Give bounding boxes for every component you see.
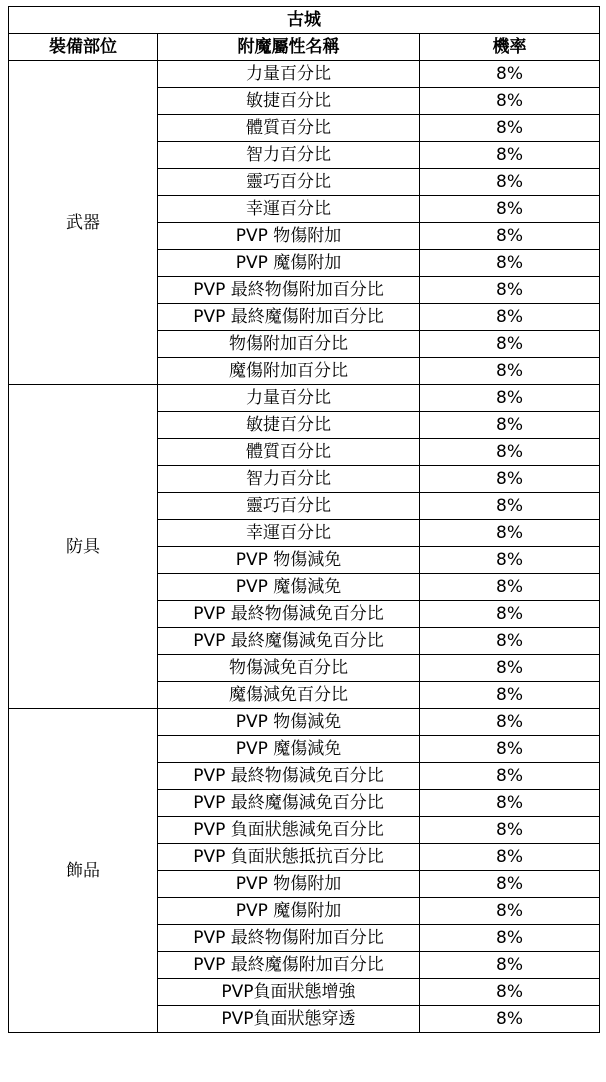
- rate-cell: 8%: [420, 304, 600, 331]
- rate-cell: 8%: [420, 682, 600, 709]
- table-row: [9, 709, 600, 736]
- table-body: [9, 61, 600, 1033]
- table-row: [9, 385, 600, 412]
- table-title: 古城: [9, 7, 600, 34]
- rate-cell: 8%: [420, 844, 600, 871]
- rate-cell: 8%: [420, 61, 600, 88]
- attribute-name-cell: PVP 最終物傷減免百分比: [158, 601, 420, 628]
- rate-cell: 8%: [420, 952, 600, 979]
- rate-cell: 8%: [420, 223, 600, 250]
- rate-cell: 8%: [420, 493, 600, 520]
- rate-cell: 8%: [420, 520, 600, 547]
- table-row: [9, 61, 600, 88]
- rate-cell: 8%: [420, 250, 600, 277]
- attribute-name-cell: PVP負面狀態穿透: [158, 1006, 420, 1033]
- rate-cell: 8%: [420, 979, 600, 1006]
- rate-cell: 8%: [420, 331, 600, 358]
- rate-cell: 8%: [420, 88, 600, 115]
- attribute-name-cell: 智力百分比: [158, 466, 420, 493]
- header-attribute: 附魔屬性名稱: [158, 34, 420, 61]
- attribute-name-cell: 敏捷百分比: [158, 88, 420, 115]
- attribute-name-cell: PVP 最終物傷附加百分比: [158, 277, 420, 304]
- rate-cell: 8%: [420, 547, 600, 574]
- rate-cell: 8%: [420, 925, 600, 952]
- rate-cell: 8%: [420, 736, 600, 763]
- rate-cell: 8%: [420, 601, 600, 628]
- rate-cell: 8%: [420, 466, 600, 493]
- attribute-name-cell: 魔傷附加百分比: [158, 358, 420, 385]
- attribute-name-cell: 體質百分比: [158, 439, 420, 466]
- rate-cell: 8%: [420, 574, 600, 601]
- attribute-name-cell: 幸運百分比: [158, 520, 420, 547]
- attribute-name-cell: PVP 最終魔傷附加百分比: [158, 304, 420, 331]
- rate-cell: 8%: [420, 763, 600, 790]
- attribute-name-cell: PVP 魔傷減免: [158, 574, 420, 601]
- rate-cell: 8%: [420, 115, 600, 142]
- rate-cell: 8%: [420, 412, 600, 439]
- rate-cell: 8%: [420, 871, 600, 898]
- attribute-name-cell: PVP 負面狀態抵抗百分比: [158, 844, 420, 871]
- attribute-name-cell: 魔傷減免百分比: [158, 682, 420, 709]
- rate-cell: 8%: [420, 439, 600, 466]
- attribute-name-cell: PVP負面狀態增強: [158, 979, 420, 1006]
- attribute-name-cell: PVP 魔傷附加: [158, 250, 420, 277]
- attribute-name-cell: 物傷附加百分比: [158, 331, 420, 358]
- attribute-name-cell: PVP 最終魔傷附加百分比: [158, 952, 420, 979]
- rate-cell: 8%: [420, 385, 600, 412]
- attribute-name-cell: 幸運百分比: [158, 196, 420, 223]
- rate-cell: 8%: [420, 142, 600, 169]
- attribute-name-cell: PVP 最終物傷附加百分比: [158, 925, 420, 952]
- equipment-slot-cell: 防具: [9, 385, 158, 709]
- rate-cell: 8%: [420, 709, 600, 736]
- attribute-name-cell: PVP 物傷減免: [158, 547, 420, 574]
- attribute-name-cell: PVP 最終物傷減免百分比: [158, 763, 420, 790]
- attribute-name-cell: PVP 物傷減免: [158, 709, 420, 736]
- rate-cell: 8%: [420, 277, 600, 304]
- rate-cell: 8%: [420, 196, 600, 223]
- equipment-slot-cell: 飾品: [9, 709, 158, 1033]
- title-row: [9, 7, 600, 34]
- attribute-name-cell: 力量百分比: [158, 61, 420, 88]
- rate-cell: 8%: [420, 628, 600, 655]
- attribute-name-cell: PVP 魔傷附加: [158, 898, 420, 925]
- rate-cell: 8%: [420, 1006, 600, 1033]
- rate-cell: 8%: [420, 169, 600, 196]
- attribute-name-cell: 靈巧百分比: [158, 169, 420, 196]
- equipment-slot-cell: 武器: [9, 61, 158, 385]
- rate-cell: 8%: [420, 817, 600, 844]
- attribute-name-cell: 力量百分比: [158, 385, 420, 412]
- attribute-name-cell: PVP 最終魔傷減免百分比: [158, 628, 420, 655]
- attribute-name-cell: 體質百分比: [158, 115, 420, 142]
- attribute-name-cell: PVP 物傷附加: [158, 871, 420, 898]
- rate-cell: 8%: [420, 790, 600, 817]
- attribute-name-cell: 智力百分比: [158, 142, 420, 169]
- rate-cell: 8%: [420, 655, 600, 682]
- enchant-table: [8, 6, 600, 1033]
- rate-cell: 8%: [420, 358, 600, 385]
- rate-cell: 8%: [420, 898, 600, 925]
- attribute-name-cell: PVP 負面狀態減免百分比: [158, 817, 420, 844]
- header-category: 裝備部位: [9, 34, 158, 61]
- attribute-name-cell: PVP 最終魔傷減免百分比: [158, 790, 420, 817]
- attribute-name-cell: PVP 魔傷減免: [158, 736, 420, 763]
- attribute-name-cell: 物傷減免百分比: [158, 655, 420, 682]
- header-rate: 機率: [420, 34, 600, 61]
- attribute-name-cell: 靈巧百分比: [158, 493, 420, 520]
- header-row: [9, 34, 600, 61]
- attribute-name-cell: PVP 物傷附加: [158, 223, 420, 250]
- attribute-name-cell: 敏捷百分比: [158, 412, 420, 439]
